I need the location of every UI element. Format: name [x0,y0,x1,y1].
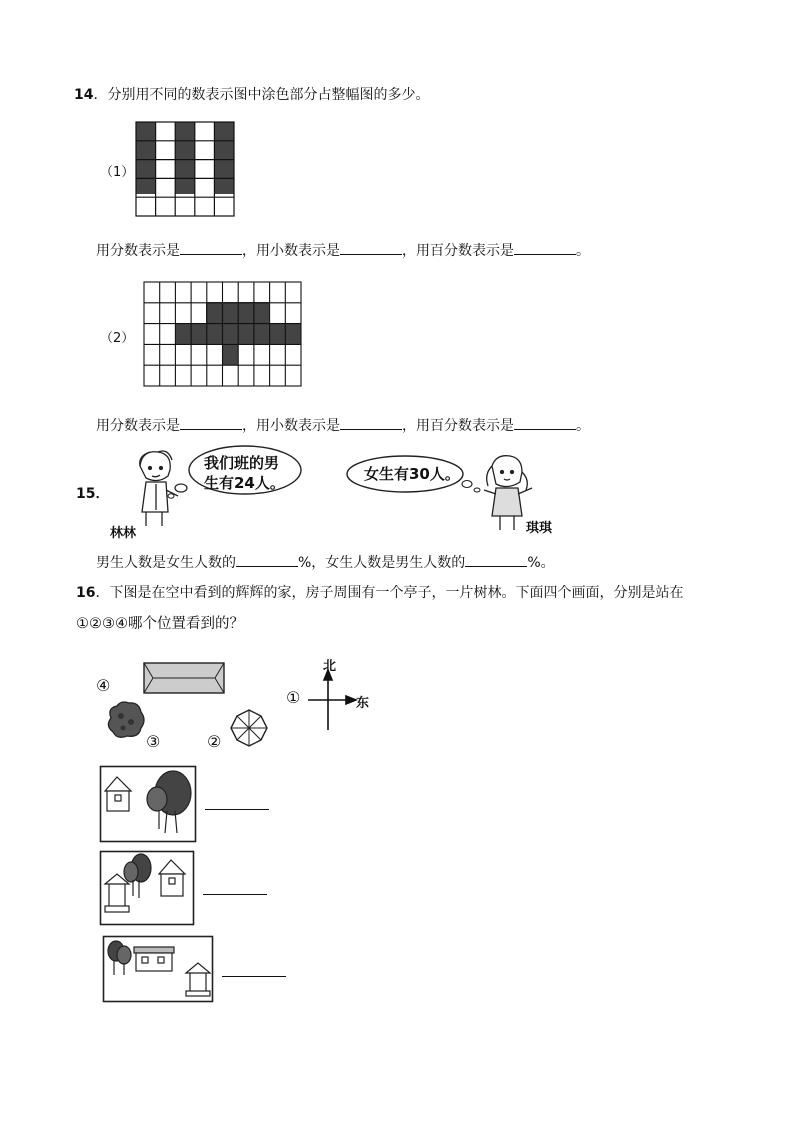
boy-speech-line1: 我们班的男 [204,454,280,472]
house-icon [134,947,174,971]
pavilion-aerial-icon [229,708,269,748]
q14-2-percent-blank[interactable] [514,417,576,430]
q16-prompt-line1: 16．下图是在空中看到的辉辉的家，房子周围有一个亭子，一片树林。下面四个画面，分别是站在 [76,585,684,601]
q15-answer-row: 男生人数是女生人数的 %，女生人数是男生人数的 %。 [96,555,555,571]
q15-girls-percent-blank[interactable] [465,554,527,567]
view-1-answer-blank[interactable] [205,808,269,810]
view-picture-3 [102,935,214,1003]
compass-east-label: 东 [356,696,370,711]
girl-speech: 女生有30人。 [364,465,460,483]
q15-number: 15． [76,486,110,502]
compass-rose [306,668,358,732]
view-picture-2 [99,850,195,926]
tree-aerial-icon [105,700,147,740]
house-aerial-icon [143,662,225,694]
q14-number: 14 [74,87,94,103]
q14-part2-label: （2） [100,331,135,346]
position-2-label: ② [207,732,222,751]
position-1-label: ① [286,688,301,707]
q14-1-decimal-blank[interactable] [340,242,402,255]
boy-name: 林林 [110,526,137,541]
q14-grid2 [143,281,305,395]
view-2-answer-blank[interactable] [203,893,267,895]
q14-grid1-shading [136,122,234,194]
q14-part1-label: （1） [100,165,135,180]
q14-grid1 [134,120,236,218]
q14-answer-row2: 用分数表示是 ，用小数表示是 ，用百分数表示是 。 [96,418,590,434]
q14-1-percent-blank[interactable] [514,242,576,255]
compass-north-label: 北 [323,659,337,674]
boy-speech-line2: 生有24人。 [204,474,285,492]
q14-answer-row1: 用分数表示是 ，用小数表示是 ，用百分数表示是 。 [96,243,590,259]
q14-1-fraction-blank[interactable] [180,242,242,255]
position-3-label: ③ [146,732,161,751]
q15-boys-percent-blank[interactable] [236,554,298,567]
q14-2-fraction-blank[interactable] [180,417,242,430]
position-4-label: ④ [96,676,111,695]
view-picture-1 [99,765,197,843]
girl-name: 琪琪 [526,521,553,536]
q14-prompt: 14．分别用不同的数表示图中涂色部分占整幅图的多少。 [74,87,430,103]
view-3-answer-blank[interactable] [222,975,286,977]
q14-2-decimal-blank[interactable] [340,417,402,430]
q16-number: 16 [76,585,96,601]
q16-prompt-line2: ①②③④哪个位置看到的？ [76,616,244,632]
